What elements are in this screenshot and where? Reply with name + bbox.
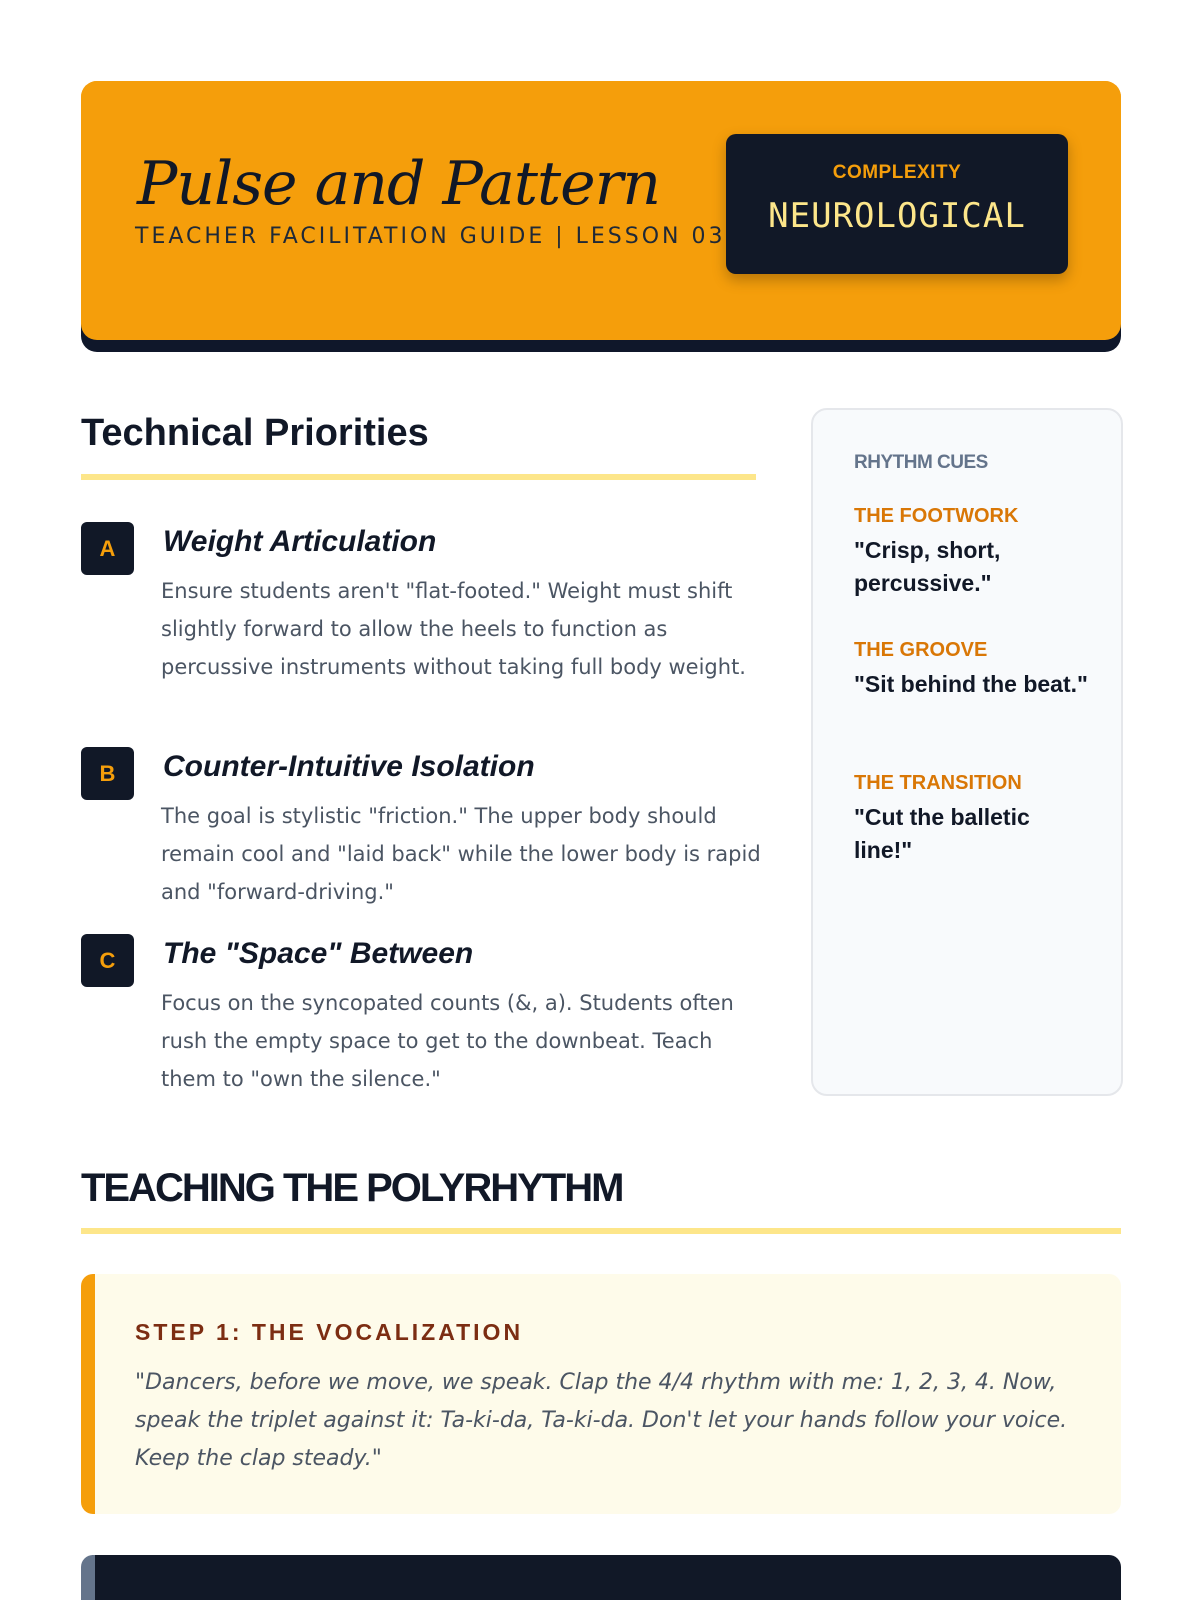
cue-label: THE TRANSITION [854,772,1022,794]
next-step-callout [81,1555,1121,1600]
step-1-callout [81,1274,1121,1514]
priority-title: Counter-Intuitive Isolation [163,750,535,783]
cue-label: THE FOOTWORK [854,505,1019,527]
complexity-label: COMPLEXITY [832,162,962,183]
cue-text: "Cut the balletic line!" [854,804,1030,863]
rhythm-cues-panel [811,408,1123,1096]
priority-body: The goal is stylistic "friction." The upper body should remain cool and "laid back" while the lower body is rapid and "forward-driving." [161,804,761,904]
cue-text: "Crisp, short, percussive." [854,537,1001,596]
priority-body: Focus on the syncopated counts (&, a). Students often rush the empty space to get to the downbeat. Teach them to "own the silence." [161,991,734,1091]
complexity-value: NEUROLOGICAL [768,196,1026,236]
page-title: Pulse and Pattern [137,149,660,219]
cue-item [854,505,1094,600]
complexity-card [726,134,1068,274]
cue-text: "Sit behind the beat." [854,671,1088,697]
priority-badge: C [81,934,134,987]
cue-item [854,772,1094,867]
page-subtitle: TEACHER FACILITATION GUIDE | LESSON 03 [135,224,726,249]
section-divider [81,474,756,480]
priority-item-b [81,747,761,917]
header-panel [81,81,1121,328]
cue-label: THE GROOVE [854,639,988,661]
polyrhythm-heading: TEACHING THE POLYRHYTHM [81,1166,623,1210]
priority-item-c [81,934,761,1104]
priority-title: The "Space" Between [163,937,474,970]
step-script: "Dancers, before we move, we speak. Clap the 4/4 rhythm with me: 1, 2, 3, 4. Now, speak the triplet against it: Ta-ki-da, Ta-ki-da. Don't let your hands follow your voice. Keep the clap steady." [135,1370,1068,1471]
priority-badge: B [81,747,134,800]
section-divider [81,1228,1121,1234]
priority-body: Ensure students aren't "flat-footed." Weight must shift slightly forward to allow the heels to function as percussive instruments without taking full body weight. [161,579,746,679]
cue-item [854,639,1094,701]
rhythm-cues-heading: RHYTHM CUES [854,452,988,473]
priority-item-a [81,522,761,722]
priority-badge: A [81,522,134,575]
technical-priorities-heading: Technical Priorities [81,412,429,454]
priority-title: Weight Articulation [163,525,437,558]
header-banner [81,81,1121,340]
step-label: STEP 1: THE VOCALIZATION [135,1319,524,1345]
